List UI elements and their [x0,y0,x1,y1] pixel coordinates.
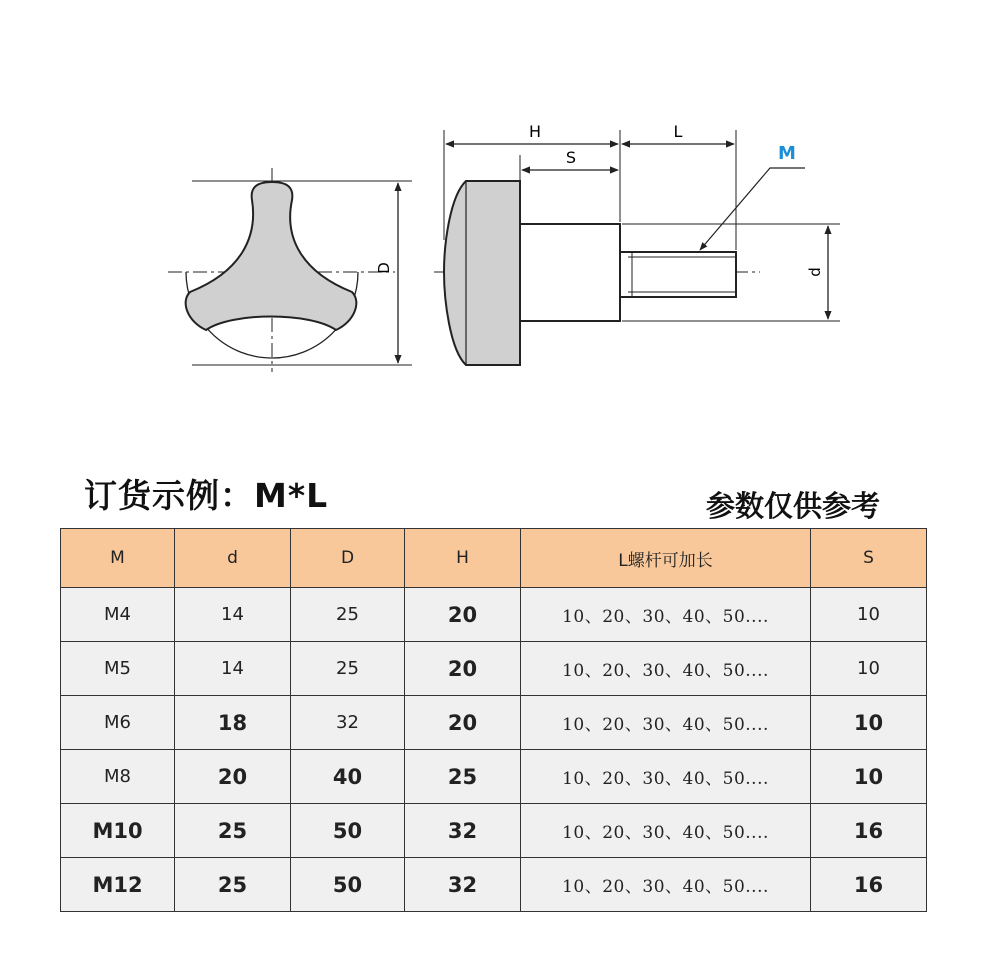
cell-H: 32 [405,858,521,912]
thread-M-label: M [778,143,796,164]
cell-L: 10、20、30、40、50.... [521,750,811,804]
cell-S: 16 [811,858,927,912]
cell-D: 25 [291,642,405,696]
length-S-label: S [565,148,577,167]
order-example: 订货示例：M*L [84,476,329,515]
cell-S: 10 [811,750,927,804]
cell-d: 14 [175,642,291,696]
diameter-D-label: D [375,262,393,274]
cell-L: 10、20、30、40、50.... [521,696,811,750]
cell-S: 10 [811,642,927,696]
height-H-label: H [528,122,542,141]
cell-H: 20 [405,588,521,642]
knob-front-view [168,168,412,372]
cell-m: M8 [61,750,175,804]
cell-m: M12 [61,858,175,912]
cell-S: 10 [811,588,927,642]
column-header-H: H [405,529,521,588]
knob-side-view [434,122,840,365]
table-row [61,642,927,696]
cell-D: 50 [291,858,405,912]
cell-L: 10、20、30、40、50.... [521,642,811,696]
cell-D: 25 [291,588,405,642]
table-row [61,804,927,858]
cell-H: 20 [405,696,521,750]
cell-S: 10 [811,696,927,750]
cell-S: 16 [811,804,927,858]
cell-d: 20 [175,750,291,804]
diameter-d-label: d [806,267,824,277]
technical-drawing [0,0,1000,420]
cell-H: 25 [405,750,521,804]
cell-d: 18 [175,696,291,750]
cell-D: 50 [291,804,405,858]
cell-H: 32 [405,804,521,858]
column-header-S: S [811,529,927,588]
table-row [61,588,927,642]
cell-d: 14 [175,588,291,642]
column-header-d: d [175,529,291,588]
cell-D: 40 [291,750,405,804]
cell-D: 32 [291,696,405,750]
length-L-label: L [673,122,683,141]
table-row [61,858,927,912]
cell-H: 20 [405,642,521,696]
cell-m: M10 [61,804,175,858]
cell-m: M4 [61,588,175,642]
column-header-L: L螺杆可加长 [521,529,811,588]
cell-L: 10、20、30、40、50.... [521,858,811,912]
column-header-M: M [61,529,175,588]
cell-L: 10、20、30、40、50.... [521,588,811,642]
spec-table [60,528,927,912]
reference-note: 参数仅供参考 [706,489,881,523]
cell-d: 25 [175,858,291,912]
cell-m: M6 [61,696,175,750]
column-header-D: D [291,529,405,588]
table-row [61,750,927,804]
cell-d: 25 [175,804,291,858]
cell-m: M5 [61,642,175,696]
cell-L: 10、20、30、40、50.... [521,804,811,858]
table-header-row [61,529,927,588]
table-row [61,696,927,750]
